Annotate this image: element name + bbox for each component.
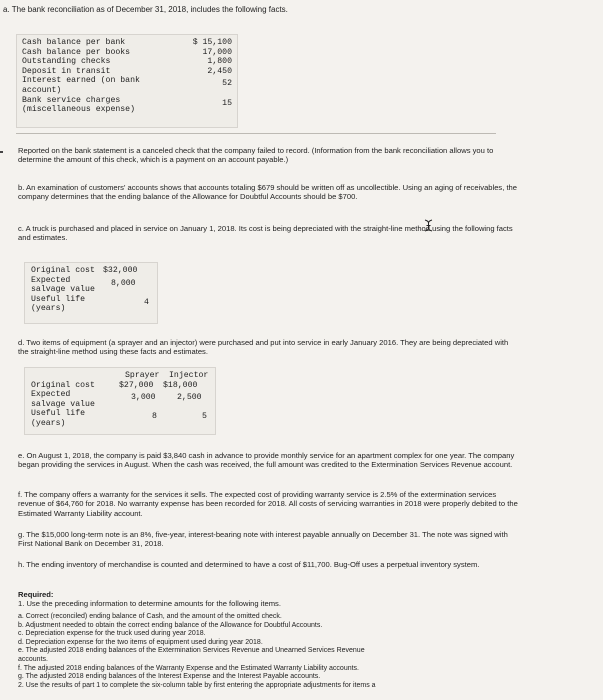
row-label: Deposit in transit bbox=[22, 66, 111, 76]
truck-facts-table bbox=[31, 266, 151, 314]
paragraph-g: g. The $15,000 long-term note is an 8%, five-year, interest-bearing note with interest payable annually on December 31. The note was signed with First National Bank on December 31, 2018. bbox=[18, 530, 508, 549]
table-row bbox=[22, 57, 232, 67]
table-row bbox=[31, 295, 151, 305]
table-row bbox=[31, 390, 211, 403]
margin-marker bbox=[0, 151, 3, 153]
row-label: Expected bbox=[31, 390, 71, 400]
table-row bbox=[22, 105, 232, 115]
injector-value: 5 bbox=[202, 412, 207, 422]
table-row bbox=[22, 76, 232, 89]
row-label: Original cost bbox=[31, 380, 95, 390]
paragraph-c: c. A truck is purchased and placed in service on January 1, 2018. Its cost is being depreciated with the straight-line method using the following facts and estimates. bbox=[18, 224, 513, 243]
text-cursor-icon bbox=[424, 219, 433, 232]
list-item: e. The adjusted 2018 ending balances of the Extermination Services Revenue and Unearned Services Revenue bbox=[18, 647, 365, 655]
table-row bbox=[31, 381, 211, 391]
row-label: Original cost bbox=[31, 266, 95, 275]
list-item: b. Adjustment needed to obtain the correct ending balance of the Allowance for Doubtful Accounts. bbox=[18, 621, 323, 629]
divider bbox=[16, 133, 496, 134]
paragraph-d: d. Two items of equipment (a sprayer and an injector) were purchased and put into service in early January 2016. They are being depreciated with the straight-line method using these facts and estimates. bbox=[18, 338, 509, 357]
injector-value: $18,000 bbox=[163, 380, 198, 390]
bank-facts-table bbox=[22, 38, 232, 115]
table-row bbox=[31, 276, 151, 286]
required-item-1: 1. Use the preceding information to determine amounts for the following items. bbox=[18, 599, 281, 608]
paragraph-h: h. The ending inventory of merchandise is counted and determined to have a cost of $11,700. Bug-Off uses a perpetual inventory system. bbox=[18, 560, 480, 569]
equipment-facts-table bbox=[31, 371, 211, 429]
row-label: Cash balance per bank bbox=[22, 38, 126, 47]
table-row bbox=[31, 409, 211, 422]
table-row bbox=[31, 304, 151, 314]
row-label: Cash balance per books bbox=[22, 47, 131, 57]
paragraph-e: e. On August 1, 2018, the company is paid $3,840 cash in advance to provide monthly service for an apartment complex for one year. The company began providing the services in August. When the cash was received, the full amount was credited to the Extermination Services Revenue account. bbox=[18, 451, 515, 470]
sprayer-value: 3,000 bbox=[131, 393, 156, 403]
intro-text: a. The bank reconciliation as of December 31, 2018, includes the following facts. bbox=[3, 5, 288, 14]
paragraph-a-note: Reported on the bank statement is a canceled check that the company failed to record. (Information from the bank reconciliation allows you to determine the amount of this check, which is a payment on an account payable.) bbox=[18, 146, 494, 165]
list-item: 2. Use the results of part 1 to complete the six-column table by first entering the appropriate adjustments for items a bbox=[18, 681, 376, 689]
list-item: f. The adjusted 2018 ending balances of the Warranty Expense and the Estimated Warranty Liability accounts. bbox=[18, 664, 359, 672]
list-item: a. Correct (reconciled) ending balance of Cash, and the amount of the omitted check. bbox=[18, 613, 282, 620]
table-row bbox=[22, 86, 232, 96]
row-value: 2,450 bbox=[207, 66, 232, 76]
paragraph-b: b. An examination of customers' accounts shows that accounts totaling $679 should be written off as uncollectible. Using an aging of receivables, the company determines that the ending balance of the Allowance for Doubtful Accounts should be $700. bbox=[18, 183, 517, 202]
row-value: $ 15,100 bbox=[192, 38, 232, 47]
required-title: Required: bbox=[18, 590, 54, 599]
row-value: 17,000 bbox=[202, 47, 232, 57]
header-injector: Injector bbox=[169, 371, 209, 380]
row-label: salvage value bbox=[31, 399, 95, 409]
row-label: Outstanding checks bbox=[22, 57, 111, 67]
row-label: Bank service charges bbox=[22, 95, 121, 105]
row-label: account) bbox=[22, 85, 62, 95]
row-label: (years) bbox=[31, 418, 66, 428]
list-item: c. Depreciation expense for the truck used during year 2018. bbox=[18, 630, 206, 638]
required-subitems bbox=[18, 613, 376, 690]
table-row bbox=[31, 419, 211, 429]
table-header-row bbox=[31, 371, 211, 381]
table-row bbox=[31, 400, 211, 410]
row-value: 4 bbox=[144, 297, 149, 307]
list-item: d. Depreciation expense for the two items of equipment used during year 2018. bbox=[18, 638, 263, 646]
row-value: 1,800 bbox=[207, 57, 232, 67]
paragraph-f: f. The company offers a warranty for the services it sells. The expected cost of providing warranty service is 2.5% of the extermination services revenue of $64,760 for 2018. No warranty expense has been recorded for 2018. All costs of servicing warranties in 2018 were properly debited to the Estimated Warranty Liability account. bbox=[18, 490, 518, 518]
table-row bbox=[22, 48, 232, 58]
row-label: Expected bbox=[31, 275, 71, 285]
row-label: Interest earned (on bank bbox=[22, 76, 140, 86]
row-value: 15 bbox=[222, 98, 232, 108]
injector-value: 2,500 bbox=[177, 393, 202, 403]
row-value: 52 bbox=[222, 79, 232, 89]
row-label: Useful life bbox=[31, 409, 86, 419]
list-item: g. The adjusted 2018 ending balances of the Interest Expense and the Interest Payable accounts. bbox=[18, 673, 321, 681]
header-sprayer: Sprayer bbox=[125, 371, 160, 380]
row-value: $32,000 bbox=[103, 266, 138, 275]
sprayer-value: 8 bbox=[152, 412, 157, 422]
table-row bbox=[22, 96, 232, 106]
row-value: 8,000 bbox=[111, 278, 136, 288]
row-label: Useful life bbox=[31, 294, 86, 304]
row-label: salvage value bbox=[31, 285, 95, 295]
table-row bbox=[22, 38, 232, 48]
table-row bbox=[31, 285, 151, 295]
row-label: (years) bbox=[31, 304, 66, 314]
sprayer-value: $27,000 bbox=[119, 380, 154, 390]
row-label: (miscellaneous expense) bbox=[22, 105, 136, 115]
list-item: accounts. bbox=[18, 655, 48, 663]
table-row bbox=[22, 67, 232, 77]
table-row bbox=[31, 266, 151, 276]
